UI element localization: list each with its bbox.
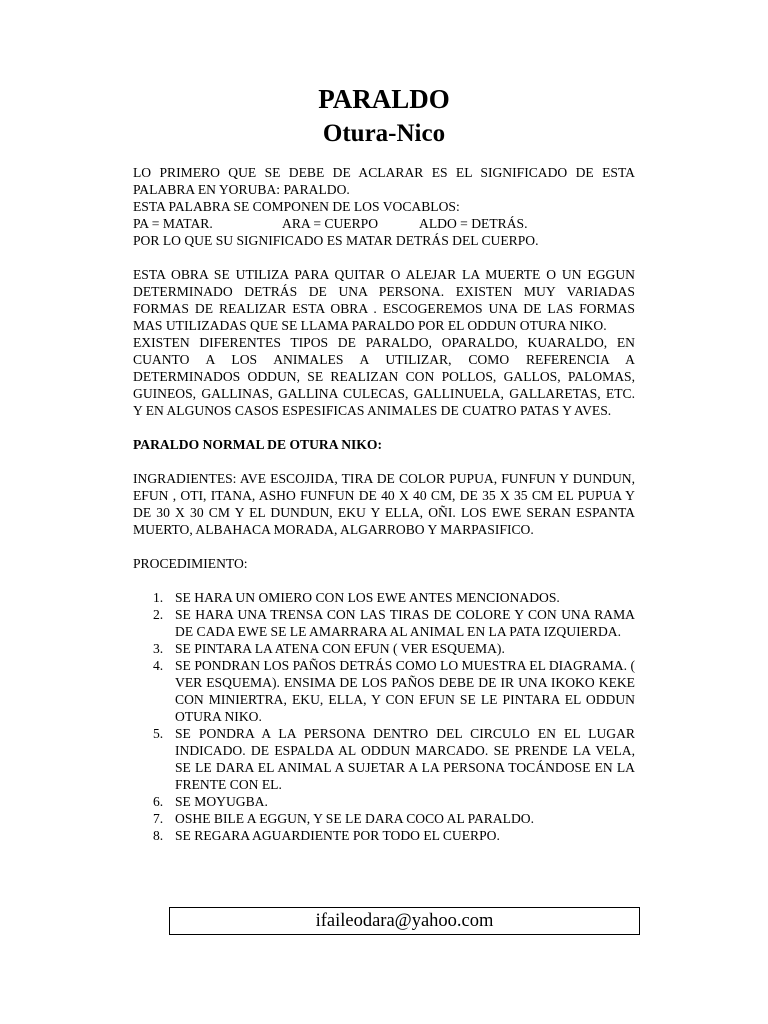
email-box [169, 907, 640, 935]
step-number: 1. [153, 590, 164, 605]
document-title: PARALDO [318, 84, 450, 114]
step-number: 4. [153, 658, 164, 673]
step-number: 7. [153, 811, 164, 826]
intro-line-1: LO PRIMERO QUE SE DEBE DE ACLARAR ES EL SIGNIFICADO DE ESTA [133, 165, 635, 180]
step-text: SE MOYUGBA. [175, 794, 268, 809]
section-heading: PARALDO NORMAL DE OTURA NIKO: [133, 437, 382, 452]
step-number: 2. [153, 607, 164, 622]
list-item [133, 827, 635, 844]
list-item [133, 589, 635, 606]
procedure-list [133, 589, 635, 844]
vocab-ara: ARA = CUERPO [282, 216, 379, 231]
meaning-line: POR LO QUE SU SIGNIFICADO ES MATAR DETRÁS DEL CUERPO. [133, 233, 539, 248]
document-subtitle: Otura-Nico [322, 120, 446, 147]
vocab-pa: PA = MATAR. [133, 216, 213, 231]
list-item [133, 640, 635, 657]
list-item [133, 793, 635, 810]
email-text: ifaileodara@yahoo.com [315, 911, 494, 931]
step-text: SE HARA UNA TRENSA CON LAS TIRAS DE COLORE Y CON UNA RAMA DE CADA EWE SE LE AMARRARA AL ANIMAL EN LA PATA IZQUIERDA. [175, 607, 635, 639]
step-text: SE PONDRAN LOS PAÑOS DETRÁS COMO LO MUESTRA EL DIAGRAMA. ( VER ESQUEMA). ENSIMA DE LOS PAÑOS DEBE DE IR UNA IKOKO KEKE CON MINIERTRA, EKU, ELLA, Y CON EFUN SE LE PINTARA EL ODDUN OTURA NIKO. [175, 658, 635, 724]
vocab-aldo: ALDO = DETRÁS. [419, 216, 528, 231]
step-text: SE HARA UN OMIERO CON LOS EWE ANTES MENCIONADOS. [175, 590, 560, 605]
list-item [133, 810, 635, 827]
paragraph-types: EXISTEN DIFERENTES TIPOS DE PARALDO, OPARALDO, KUARALDO, EN CUANTO A LOS ANIMALES A UTILIZAR, COMO REFERENCIA A DETERMINADOS ODDUN, SE REALIZAN CON POLLOS, GALLOS, PALOMAS, GUINEOS, GALLINAS, GALLINA CULECAS, GALLINUELA, GALLARETAS, ETC. Y EN ALGUNOS CASOS ESPESIFICAS ANIMALES DE CUATRO PATAS Y AVES. [133, 335, 635, 418]
step-text: OSHE BILE A EGGUN, Y SE LE DARA COCO AL PARALDO. [175, 811, 534, 826]
step-text: SE REGARA AGUARDIENTE POR TODO EL CUERPO. [175, 828, 500, 843]
step-number: 8. [153, 828, 164, 843]
ingredients-paragraph: INGRADIENTES: AVE ESCOJIDA, TIRA DE COLOR PUPUA, FUNFUN Y DUNDUN, EFUN , OTI, ITANA, ASHO FUNFUN DE 40 X 40 CM, DE 35 X 35 CM EL PUPUA Y DE 30 X 30 CM Y EL DUNDUN, EKU Y ELLA, OÑI. LOS EWE SERAN ESPANTA MUERTO, ALBAHACA MORADA, ALGARROBO Y MARPASIFICO. [133, 471, 635, 537]
list-item [133, 606, 635, 640]
step-number: 5. [153, 726, 164, 741]
intro-line-2: PALABRA EN YORUBA: PARALDO. [133, 182, 350, 197]
paragraph-description: ESTA OBRA SE UTILIZA PARA QUITAR O ALEJAR LA MUERTE O UN EGGUN DETERMINADO DETRÁS DE UNA PERSONA. EXISTEN MUY VARIADAS FORMAS DE REALIZAR ESTA OBRA . ESCOGEREMOS UNA DE LAS FORMAS MAS UTILIZADAS QUE SE LLAMA PARALDO POR EL ODDUN OTURA NIKO. [133, 267, 635, 333]
list-item [133, 725, 635, 793]
procedure-label: PROCEDIMIENTO: [133, 556, 248, 571]
step-text: SE PINTARA LA ATENA CON EFUN ( VER ESQUEMA). [175, 641, 505, 656]
step-number: 6. [153, 794, 164, 809]
step-text: SE PONDRA A LA PERSONA DENTRO DEL CIRCULO EN EL LUGAR INDICADO. DE ESPALDA AL ODDUN MARCADO. SE PRENDE LA VELA, SE LE DARA EL ANIMAL A SUJETAR A LA PERSONA TOCÁNDOSE EN LA FRENTE CON EL. [175, 726, 635, 792]
document-body [133, 164, 635, 844]
vocab-row [133, 215, 635, 232]
intro-line-3: ESTA PALABRA SE COMPONEN DE LOS VOCABLOS: [133, 199, 460, 214]
step-number: 3. [153, 641, 164, 656]
list-item [133, 657, 635, 725]
